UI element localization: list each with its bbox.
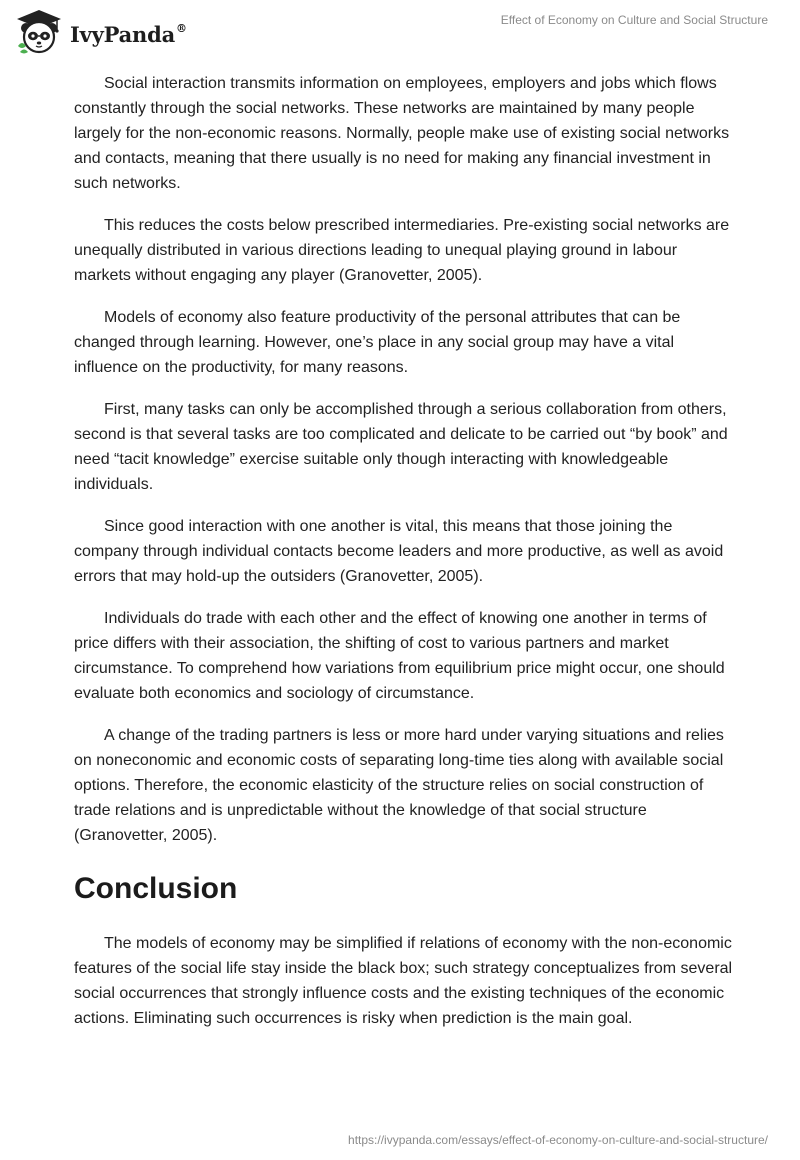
paragraph: Individuals do trade with each other and the effect of knowing one another in terms of price differs with their association, the shifting of cost to various partners and market circumstance. To comprehend how variations from equilibrium price might occur, one should evaluate both economics and sociology of circumstance.: [74, 610, 725, 702]
ivypanda-logo[interactable]: [14, 8, 187, 54]
conclusion-heading: Conclusion: [74, 872, 238, 905]
essay-body: [74, 71, 734, 1048]
document-title: Effect of Economy on Culture and Social Structure: [500, 13, 768, 27]
paragraph: A change of the trading partners is less or more hard under varying situations and relies on noneconomic and economic costs of separating long-time ties along with available social options. Therefore, the economic elasticity of the structure relies on social construction of trade relations and is unpredictable without the knowledge of that social structure (Granovetter, 2005).: [74, 727, 724, 844]
paragraph: First, many tasks can only be accomplished through a serious collaboration from others, second is that several tasks are too complicated and delicate to be carried out “by book” and need “tacit knowledge” exercise suitable only though interacting with knowledgeable individuals.: [74, 401, 728, 493]
paragraph: Social interaction transmits information on employees, employers and jobs which flows constantly through the social networks. These networks are maintained by many people largely for the non-economic reasons. Normally, people make use of existing social networks and contacts, meaning that there usually is no need for making any financial investment in such networks.: [74, 75, 730, 192]
paragraph: Since good interaction with one another is vital, this means that those joining the company through individual contacts become leaders and more productive, as well as avoid errors that may hold-up the outsiders (Granovetter, 2005).: [74, 518, 724, 585]
registered-mark: ®: [176, 21, 187, 35]
source-url[interactable]: https://ivypanda.com/essays/effect-of-economy-on-culture-and-social-structure/: [348, 1133, 768, 1147]
paragraph: This reduces the costs below prescribed intermediaries. Pre-existing social networks are unequally distributed in various directions leading to unequal playing ground in labour markets without engaging any player (Granovetter, 2005).: [74, 217, 730, 284]
logo-wordmark: IvyPanda®: [70, 21, 187, 47]
conclusion-paragraph: The models of economy may be simplified if relations of economy with the non-economic features of the social life stay inside the black box; such strategy conceptualizes from several social occurrences that strongly influence costs and the existing techniques of the economic actions. Eliminating such occurrences is risky when prediction is the main goal.: [74, 935, 733, 1027]
paragraph: Models of economy also feature productivity of the personal attributes that can be changed through learning. However, one’s place in any social group may have a vital influence on the productivity, for many reasons.: [74, 309, 681, 376]
panda-graduate-icon: [14, 8, 64, 54]
page-header: [0, 0, 800, 60]
